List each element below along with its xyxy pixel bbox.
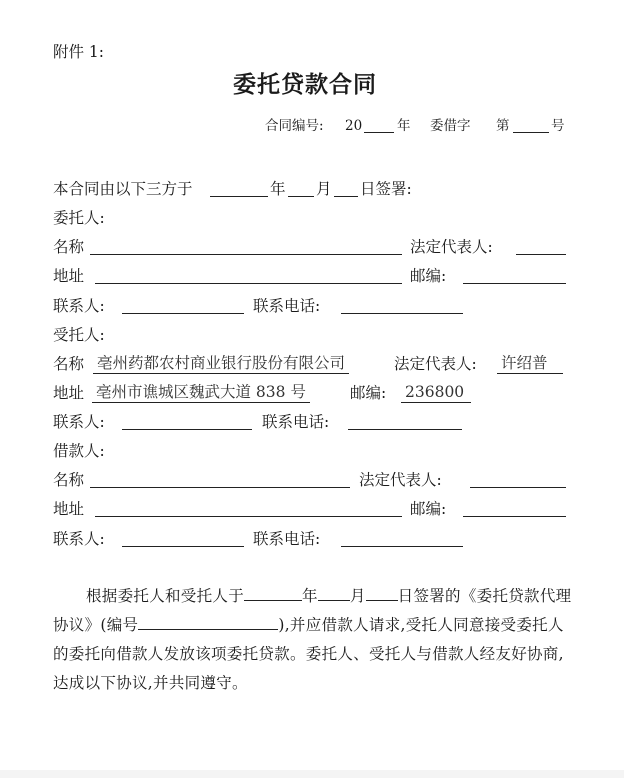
borrower-name-label: 名称: [53, 471, 85, 489]
borrower-contact-field[interactable]: [122, 546, 244, 547]
document-title: 委托贷款合同: [233, 72, 377, 98]
signing-month-label: 月: [316, 180, 332, 198]
preamble-day-blank[interactable]: [366, 584, 398, 601]
principal-postcode-field[interactable]: [463, 283, 566, 284]
principal-contact-label: 联系人:: [53, 297, 105, 315]
trustee-name-value[interactable]: 亳州药都农村商业银行股份有限公司: [93, 353, 349, 374]
trustee-heading: 受托人:: [53, 326, 105, 344]
appendix-label: 附件 1:: [53, 43, 105, 61]
signing-year-label: 年: [270, 180, 286, 198]
trustee-name-label: 名称: [53, 355, 85, 373]
contract-no-year-suffix: 年: [397, 118, 411, 134]
borrower-postcode-label: 邮编:: [410, 500, 447, 518]
borrower-heading: 借款人:: [53, 442, 105, 460]
trustee-contact-field[interactable]: [122, 429, 252, 430]
principal-contact-field[interactable]: [122, 313, 244, 314]
principal-postcode-label: 邮编:: [410, 267, 447, 285]
borrower-phone-label: 联系电话:: [253, 530, 321, 548]
principal-phone-field[interactable]: [341, 313, 463, 314]
signing-month-blank[interactable]: [288, 196, 314, 197]
principal-rep-field[interactable]: [516, 254, 566, 255]
trustee-address-value[interactable]: 亳州市谯城区魏武大道 838 号: [92, 382, 310, 403]
preamble-month: 月: [349, 587, 366, 605]
borrower-contact-label: 联系人:: [53, 530, 105, 548]
contract-ref-label: 委借字: [430, 118, 471, 134]
signing-day-blank[interactable]: [334, 196, 358, 197]
principal-address-label: 地址: [53, 267, 85, 285]
principal-address-field[interactable]: [95, 283, 402, 284]
preamble-day: 日签署的《委托贷款代理协议》(编号: [53, 587, 572, 634]
contract-no-year-prefix: 20: [345, 118, 363, 134]
borrower-rep-label: 法定代表人:: [359, 471, 442, 489]
preamble-year: 年: [302, 587, 318, 605]
trustee-phone-field[interactable]: [348, 429, 462, 430]
borrower-address-field[interactable]: [95, 516, 402, 517]
borrower-name-field[interactable]: [90, 487, 350, 488]
principal-phone-label: 联系电话:: [253, 297, 321, 315]
contract-no-label: 合同编号:: [265, 118, 324, 134]
preamble-agreement-no-blank[interactable]: [138, 613, 278, 630]
contract-seq-label: 第: [496, 118, 510, 134]
signing-prefix: 本合同由以下三方于: [53, 180, 193, 198]
principal-rep-label: 法定代表人:: [410, 238, 493, 256]
borrower-address-label: 地址: [53, 500, 85, 518]
borrower-postcode-field[interactable]: [463, 516, 566, 517]
borrower-phone-field[interactable]: [341, 546, 463, 547]
trustee-phone-label: 联系电话:: [262, 413, 330, 431]
preamble-paragraph: [53, 582, 573, 698]
trustee-contact-label: 联系人:: [53, 413, 105, 431]
trustee-rep-value[interactable]: 许绍普: [497, 353, 563, 374]
contract-seq-suffix: 号: [551, 118, 565, 134]
preamble-year-blank[interactable]: [244, 584, 302, 601]
contract-year-blank[interactable]: [364, 132, 394, 133]
trustee-rep-label: 法定代表人:: [394, 355, 477, 373]
principal-name-field[interactable]: [90, 254, 402, 255]
signing-day-label: 日签署:: [360, 180, 412, 198]
preamble-month-blank[interactable]: [318, 584, 350, 601]
trustee-address-label: 地址: [53, 384, 85, 402]
trustee-postcode-label: 邮编:: [350, 384, 387, 402]
page-bottom-edge: [0, 770, 624, 778]
principal-heading: 委托人:: [53, 209, 105, 227]
principal-name-label: 名称: [53, 238, 85, 256]
signing-year-blank[interactable]: [210, 196, 268, 197]
preamble-text-1: 根据委托人和受托人于: [86, 587, 245, 605]
borrower-rep-field[interactable]: [470, 487, 566, 488]
contract-seq-blank[interactable]: [513, 132, 549, 133]
preamble-text-2: ),并应借款人请求,受托人同意接受委托人的委托向借款人发放该项委托贷款。委托人、受托人与借款人经友好协商,达成以下协议,并共同遵守。: [53, 616, 564, 692]
trustee-postcode-value[interactable]: 236800: [401, 382, 471, 403]
